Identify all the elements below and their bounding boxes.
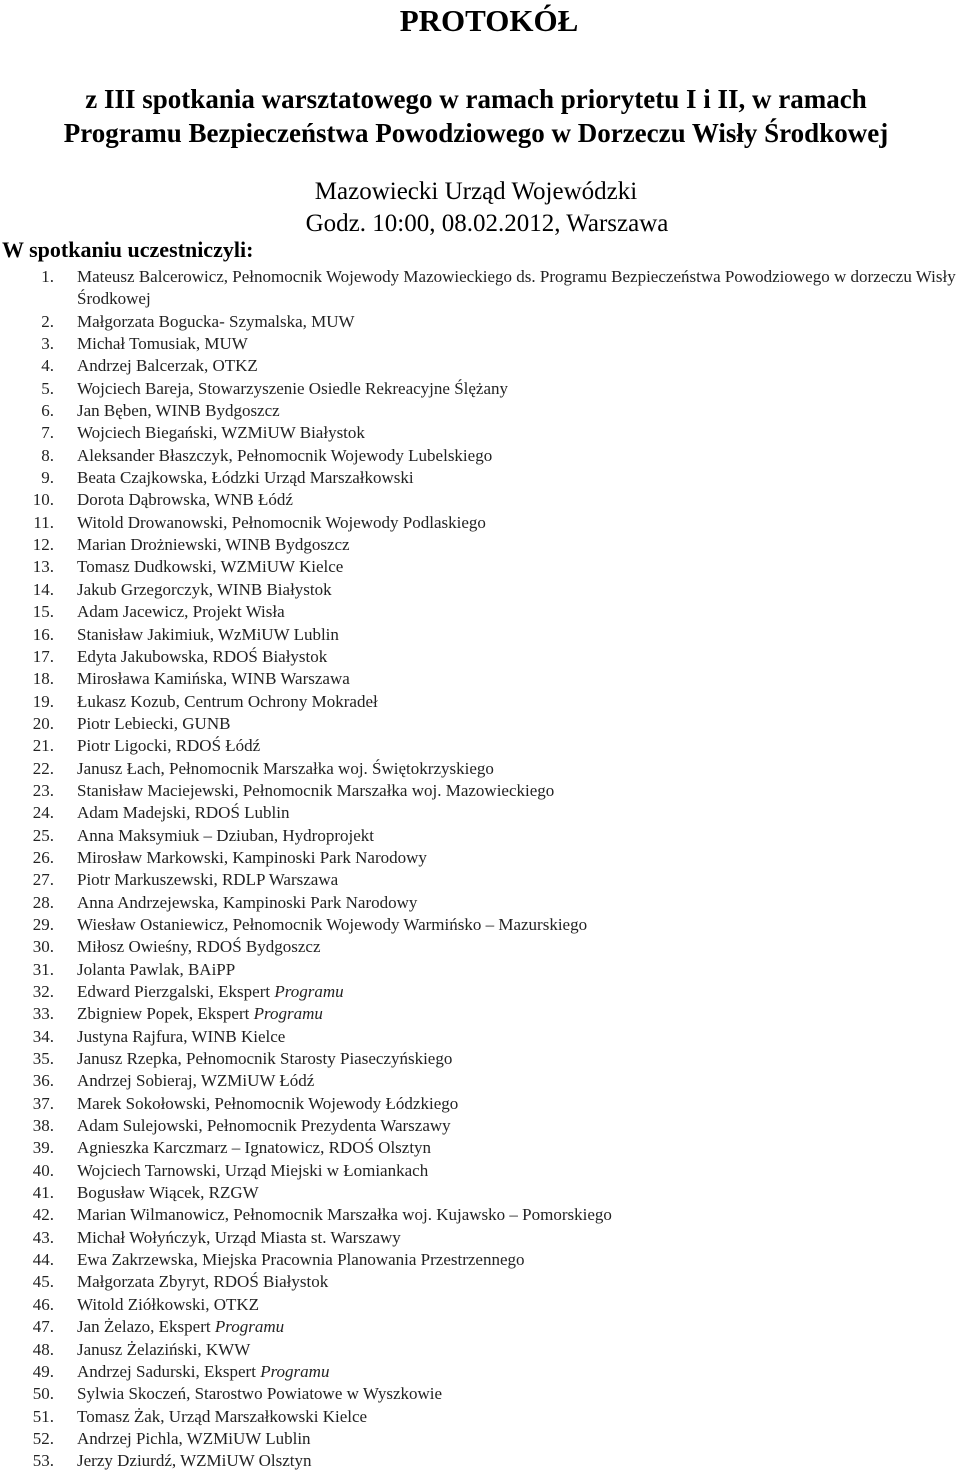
list-item	[0, 333, 960, 355]
list-item	[0, 1361, 960, 1383]
participant-name: Wiesław Ostaniewicz, Pełnomocnik Wojewody Warmińsko – Mazurskiego	[77, 914, 588, 934]
list-item-number: 34.	[32, 1026, 54, 1046]
list-item-number: 38.	[32, 1116, 54, 1136]
participant-name: Małgorzata Bogucka- Szymalska, MUW	[77, 311, 355, 331]
list-item-number: 21.	[32, 736, 54, 756]
list-item-number: 3.	[41, 334, 54, 354]
participant-role-italic: Programu	[253, 1004, 323, 1024]
list-item	[0, 1048, 960, 1070]
list-item-number: 22.	[32, 758, 54, 778]
participant-name: Ewa Zakrzewska, Miejska Pracownia Planowania Przestrzennego	[77, 1250, 525, 1270]
participant-name: Mirosław Markowski, Kampinoski Park Narodowy	[77, 847, 427, 867]
list-item-text	[77, 1383, 960, 1405]
list-item-text	[77, 1204, 960, 1226]
list-item-text	[77, 869, 960, 891]
list-item-text	[77, 422, 960, 444]
list-item-number: 43.	[32, 1227, 54, 1247]
participant-role-italic: Programu	[260, 1361, 330, 1381]
list-item-number: 14.	[32, 579, 54, 599]
participant-name: Jan Żelazo, Ekspert	[77, 1317, 215, 1337]
participant-role-italic: Programu	[214, 1317, 285, 1337]
list-item-number: 13.	[32, 557, 54, 577]
participant-name: Łukasz Kozub, Centrum Ochrony Mokradeł	[77, 691, 378, 711]
list-item-number: 17.	[32, 646, 54, 666]
list-item-text	[77, 311, 960, 333]
list-item-text	[77, 1137, 960, 1159]
list-item-number: 12.	[32, 535, 54, 555]
participant-name: Aleksander Błaszczyk, Pełnomocnik Wojewody Lubelskiego	[77, 445, 493, 465]
list-item-number: 42.	[32, 1205, 54, 1225]
list-item	[0, 646, 960, 668]
list-item-text	[77, 489, 960, 511]
list-item-text	[77, 1406, 960, 1428]
participant-name: Jerzy Dziurdź, WZMiUW Olsztyn	[77, 1451, 312, 1471]
list-item-number: 31.	[32, 959, 54, 979]
list-item-number: 33.	[32, 1004, 54, 1024]
list-item-number: 9.	[41, 468, 54, 488]
list-item-number: 1.	[41, 267, 54, 286]
list-item	[0, 1115, 960, 1137]
list-item	[0, 1182, 960, 1204]
subtitle-line-1: z III spotkania warsztatowego w ramach priorytetu I i II, w ramach	[85, 84, 867, 114]
meeting-details	[0, 176, 952, 240]
meeting-date: Godz. 10:00, 08.02.2012, Warszawa	[305, 210, 669, 237]
list-item-text	[77, 758, 960, 780]
list-item	[0, 1316, 960, 1338]
list-item-text	[77, 1339, 960, 1361]
document-title: PROTOKÓŁ	[399, 3, 579, 38]
list-item	[0, 445, 960, 467]
list-item	[0, 1003, 960, 1025]
list-item-number: 37.	[32, 1093, 54, 1113]
list-item	[0, 981, 960, 1003]
list-item-text	[77, 981, 960, 1003]
list-item	[0, 1450, 960, 1472]
list-item	[0, 735, 960, 757]
list-item-number: 15.	[32, 602, 54, 622]
list-item	[0, 959, 960, 981]
list-item-text	[77, 1182, 960, 1204]
list-item	[0, 1383, 960, 1405]
participant-name: Tomasz Dudkowski, WZMiUW Kielce	[77, 557, 344, 577]
list-item-number: 19.	[32, 691, 54, 711]
list-item-number: 24.	[32, 803, 54, 823]
list-item	[0, 758, 960, 780]
participant-name: Stanisław Maciejewski, Pełnomocnik Marszałka woj. Mazowieckiego	[77, 780, 555, 800]
list-item-text	[77, 1026, 960, 1048]
list-item	[0, 378, 960, 400]
list-item-number: 8.	[41, 445, 54, 465]
list-item-number: 49.	[32, 1361, 54, 1381]
list-item	[0, 579, 960, 601]
participant-name: Marian Drożniewski, WINB Bydgoszcz	[77, 535, 350, 555]
list-item-number: 48.	[32, 1339, 54, 1359]
participant-name: Jan Bęben, WINB Bydgoszcz	[77, 401, 280, 421]
list-item-text	[77, 1070, 960, 1092]
list-item-text	[77, 512, 960, 534]
list-item	[0, 601, 960, 623]
list-item-text	[77, 579, 960, 601]
list-item	[0, 780, 960, 802]
list-item	[0, 869, 960, 891]
list-item-text	[77, 624, 960, 646]
participants-list	[0, 266, 960, 1473]
list-item	[0, 1428, 960, 1450]
list-item-text	[77, 1115, 960, 1137]
list-item-number: 47.	[32, 1317, 54, 1337]
participant-name: Janusz Łach, Pełnomocnik Marszałka woj. Świętokrzyskiego	[77, 758, 494, 778]
list-item-number: 51.	[32, 1406, 54, 1426]
list-item	[0, 825, 960, 847]
participant-name: Marian Wilmanowicz, Pełnomocnik Marszałka woj. Kujawsko – Pomorskiego	[77, 1205, 612, 1225]
list-item-number: 35.	[32, 1049, 54, 1069]
list-item	[0, 1339, 960, 1361]
list-item	[0, 1204, 960, 1226]
list-item	[0, 1271, 960, 1293]
list-item-text	[77, 1316, 960, 1338]
participant-name: Anna Andrzejewska, Kampinoski Park Narodowy	[77, 892, 418, 912]
list-item	[0, 936, 960, 958]
list-item	[0, 1160, 960, 1182]
list-item-text	[77, 936, 960, 958]
participant-name: Zbigniew Popek, Ekspert	[77, 1004, 254, 1024]
list-item	[0, 467, 960, 489]
list-item-text	[77, 735, 960, 757]
list-item	[0, 1294, 960, 1316]
list-item-text	[77, 1093, 960, 1115]
list-item-number: 4.	[41, 356, 54, 376]
list-item-text	[77, 445, 960, 467]
participant-name: Piotr Markuszewski, RDLP Warszawa	[77, 870, 339, 890]
list-item-text	[77, 847, 960, 869]
list-item-text	[77, 780, 960, 802]
list-item-text	[77, 1003, 960, 1025]
participant-name: Janusz Żelaziński, KWW	[77, 1339, 251, 1359]
list-item-text	[77, 914, 960, 936]
list-item-text	[77, 892, 960, 914]
list-item	[0, 266, 960, 311]
participant-name: Adam Sulejowski, Pełnomocnik Prezydenta Warszawy	[77, 1116, 451, 1136]
list-item-text	[77, 1160, 960, 1182]
list-item	[0, 534, 960, 556]
list-item-number: 16.	[32, 624, 54, 644]
participant-name: Mirosława Kamińska, WINB Warszawa	[77, 669, 350, 689]
participant-name: Andrzej Balcerzak, OTKZ	[77, 356, 258, 376]
list-item	[0, 914, 960, 936]
list-item	[0, 892, 960, 914]
list-item-number: 10.	[32, 490, 54, 510]
list-item	[0, 489, 960, 511]
participant-name: Edward Pierzgalski, Ekspert	[77, 982, 275, 1001]
participant-name: Marek Sokołowski, Pełnomocnik Wojewody Łódzkiego	[77, 1093, 459, 1113]
list-item	[0, 1026, 960, 1048]
list-item-text	[77, 556, 960, 578]
participant-name: Dorota Dąbrowska, WNB Łódź	[77, 490, 293, 510]
list-item-number: 39.	[32, 1138, 54, 1158]
list-item-number: 36.	[32, 1071, 54, 1091]
list-item-number: 23.	[32, 780, 54, 800]
list-item	[0, 1093, 960, 1115]
list-item-text	[77, 1271, 960, 1293]
list-item-number: 20.	[32, 713, 54, 733]
list-item	[0, 802, 960, 824]
participant-name: Adam Madejski, RDOŚ Lublin	[77, 803, 290, 823]
participant-name: Andrzej Sobieraj, WZMiUW Łódź	[77, 1071, 315, 1091]
list-item-number: 11.	[33, 512, 54, 532]
list-item-number: 30.	[32, 937, 54, 957]
list-item-text	[77, 802, 960, 824]
list-item	[0, 1249, 960, 1271]
list-item-text	[77, 1048, 960, 1070]
list-item-number: 2.	[41, 311, 54, 331]
list-item	[0, 1406, 960, 1428]
participant-name: Miłosz Owieśny, RDOŚ Bydgoszcz	[77, 937, 321, 957]
participant-name: Andrzej Sadurski, Ekspert	[77, 1361, 261, 1381]
list-item-number: 45.	[32, 1272, 54, 1292]
list-item	[0, 1227, 960, 1249]
list-item-number: 18.	[32, 669, 54, 689]
participant-name: Piotr Lebiecki, GUNB	[77, 713, 231, 733]
list-item	[0, 847, 960, 869]
list-item-text	[77, 266, 960, 311]
participant-role-italic: Programu	[274, 982, 344, 1001]
list-item	[0, 713, 960, 735]
list-item	[0, 400, 960, 422]
participant-name: Jakub Grzegorczyk, WINB Białystok	[77, 579, 332, 599]
list-item-text	[77, 1450, 960, 1472]
list-item-text	[77, 355, 960, 377]
list-item-text	[77, 400, 960, 422]
participant-name: Jolanta Pawlak, BAiPP	[77, 959, 236, 979]
list-item	[0, 556, 960, 578]
list-item	[0, 624, 960, 646]
list-item-number: 50.	[32, 1384, 54, 1404]
list-item	[0, 422, 960, 444]
list-item-number: 5.	[41, 378, 54, 398]
participant-name: Małgorzata Zbyryt, RDOŚ Białystok	[77, 1272, 329, 1292]
list-item-text	[77, 601, 960, 623]
list-item-number: 28.	[32, 892, 54, 912]
participant-name: Anna Maksymiuk – Dziuban, Hydroprojekt	[77, 825, 374, 845]
list-item-text	[77, 646, 960, 668]
list-item-text	[77, 1294, 960, 1316]
participant-name: Beata Czajkowska, Łódzki Urząd Marszałkowski	[77, 468, 414, 488]
list-item-number: 52.	[32, 1428, 54, 1448]
list-item-text	[77, 713, 960, 735]
list-item	[0, 668, 960, 690]
participant-name: Bogusław Wiącek, RZGW	[77, 1183, 259, 1203]
meeting-place: Mazowiecki Urząd Wojewódzki	[314, 178, 638, 205]
list-item-text	[77, 1361, 960, 1383]
list-item	[0, 1070, 960, 1092]
participant-name: Wojciech Bareja, Stowarzyszenie Osiedle Rekreacyjne Ślężany	[77, 378, 509, 398]
subtitle-line-2: Programu Bezpieczeństwa Powodziowego w Dorzeczu Wisły Środkowej	[63, 118, 889, 148]
list-item	[0, 691, 960, 713]
participant-name: Andrzej Pichla, WZMiUW Lublin	[77, 1428, 311, 1448]
participant-name: Witold Drowanowski, Pełnomocnik Wojewody Podlaskiego	[77, 512, 486, 532]
list-item-number: 6.	[41, 401, 54, 421]
list-item	[0, 355, 960, 377]
list-item-number: 7.	[41, 423, 54, 443]
list-item-number: 44.	[32, 1250, 54, 1270]
participant-name: Piotr Ligocki, RDOŚ Łódź	[77, 736, 261, 756]
list-item-text	[77, 1428, 960, 1450]
list-item-text	[77, 825, 960, 847]
list-item-number: 53.	[32, 1451, 54, 1471]
participants-heading: W spotkaniu uczestniczyli:	[2, 237, 254, 262]
list-item-number: 27.	[32, 870, 54, 890]
participant-name: Agnieszka Karczmarz – Ignatowicz, RDOŚ Olsztyn	[77, 1138, 432, 1158]
participant-name: Michał Tomusiak, MUW	[77, 334, 248, 354]
list-item-number: 32.	[32, 982, 54, 1001]
document-subtitle	[0, 82, 952, 150]
list-item-text	[77, 959, 960, 981]
list-item-text	[77, 467, 960, 489]
list-item-text	[77, 1249, 960, 1271]
participant-name: Wojciech Tarnowski, Urząd Miejski w Łomiankach	[77, 1160, 429, 1180]
participant-name: Witold Ziółkowski, OTKZ	[77, 1294, 260, 1314]
participant-name: Michał Wołyńczyk, Urząd Miasta st. Warszawy	[77, 1227, 401, 1247]
list-item-number: 41.	[32, 1183, 54, 1203]
list-item-text	[77, 378, 960, 400]
participant-name: Sylwia Skoczeń, Starostwo Powiatowe w Wyszkowie	[77, 1384, 443, 1404]
list-item-number: 29.	[32, 914, 54, 934]
list-item-number: 26.	[32, 847, 54, 867]
list-item-text	[77, 691, 960, 713]
list-item-text	[77, 333, 960, 355]
participant-name: Edyta Jakubowska, RDOŚ Białystok	[77, 646, 328, 666]
participant-name: Janusz Rzepka, Pełnomocnik Starosty Piaseczyńskiego	[77, 1049, 453, 1069]
list-item	[0, 512, 960, 534]
participant-name: Tomasz Żak, Urząd Marszałkowski Kielce	[77, 1406, 368, 1426]
participant-name: Stanisław Jakimiuk, WzMiUW Lublin	[77, 624, 339, 644]
list-item	[0, 311, 960, 333]
list-item-text	[77, 1227, 960, 1249]
list-item-text	[77, 534, 960, 556]
list-item-text	[77, 668, 960, 690]
list-item-number: 46.	[32, 1294, 54, 1314]
list-item-number: 25.	[32, 825, 54, 845]
participant-name: Justyna Rajfura, WINB Kielce	[77, 1026, 286, 1046]
participant-name: Wojciech Biegański, WZMiUW Białystok	[77, 423, 365, 443]
list-item	[0, 1137, 960, 1159]
list-item-number: 40.	[32, 1160, 54, 1180]
participant-name: Adam Jacewicz, Projekt Wisła	[77, 602, 285, 622]
participant-name: Mateusz Balcerowicz, Pełnomocnik Wojewody Mazowieckiego ds. Programu Bezpieczeństwa Powodziowego w dorzeczu Wisły Środkowej	[77, 267, 956, 309]
